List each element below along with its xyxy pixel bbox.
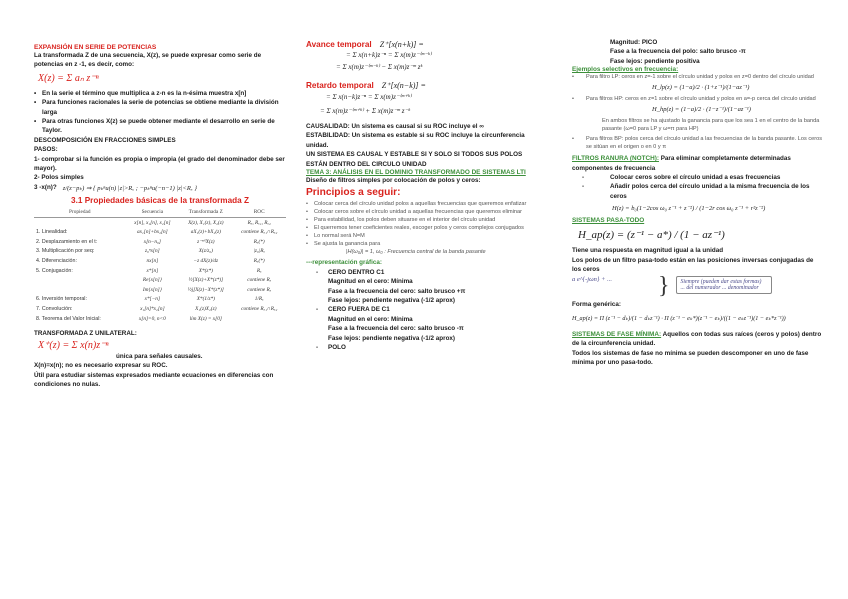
heading-graphic: ---representación gráfica: xyxy=(306,259,382,267)
heading-unilateral: TRANSFORMADA Z UNILATERAL: xyxy=(34,330,137,338)
table-cell-seq: Im{x[n]} xyxy=(142,286,162,293)
equation-advance-3: = Σ x(m)z⁻⁽ᵐ⁻ᵏ⁾ − Σ x(m)z⁻ᵐ zᵏ xyxy=(336,63,423,71)
principle-2: • Colocar ceros sobre el círculo unidad a aquellas frecuencias que queremos eliminar xyxy=(306,208,542,216)
table-row xyxy=(34,256,286,266)
bullet-term: • En la serie el término que multiplica a z-n es la n-ésima muestra x[n] xyxy=(34,89,286,98)
table-cell-roc: |z₀|Rₓ xyxy=(253,248,265,255)
brace-icon: } xyxy=(658,273,670,300)
column-left xyxy=(34,44,286,389)
table-cell-seq: nx[n] xyxy=(146,258,159,265)
equation-advance-1: Z⁺[x(n+k)] = xyxy=(379,40,424,49)
table-cell-seq: x[n], x₁[n], x₂[n] xyxy=(134,219,171,226)
table-row xyxy=(34,247,286,257)
allpass-text-1: Tiene una respuesta en magnitud igual a la unidad xyxy=(572,247,724,255)
example-hp: • Para filtros HP: ceros en z=1 sobre el círculo unidad y polos en a=-p cerca del círculo unidad xyxy=(572,95,822,103)
table-row xyxy=(34,266,286,276)
equation-delay-3: = Σ x(m)z⁻⁽ᵐ⁺ᵏ⁾ + Σ x(m)z⁻ᵐ z⁻ᵏ xyxy=(320,107,411,115)
equation-delay-1: Z⁺[x(n−k)] = xyxy=(381,81,426,90)
causality-text: CAUSALIDAD: Un sistema es causal si su ROC incluye el ∞ xyxy=(306,123,484,130)
table-title: 3.1 Propiedades básicas de la transformada Z xyxy=(71,196,249,206)
zero-outside-far: Fase lejos: pendiente negativa (-1/2 aprox) xyxy=(328,334,456,342)
table-cell-tz: X*(z*) xyxy=(198,267,213,274)
table-row xyxy=(34,285,286,295)
table-cell-tz: lím X(z) = x[0] xyxy=(189,315,222,322)
equation-generic: H_ap(z) = Π (z⁻¹ − dₖ)/(1 − dₖz⁻¹) · Π (z⁻¹ − eₖ*)(z⁻¹ − eₖ)/((1 − eₖz⁻¹)(1 − eₖ*z⁻¹)) xyxy=(572,314,786,322)
principle-5: • Lo normal será N=M xyxy=(306,232,542,240)
equation-hp: H_hp(z) = (1−a)/2 · (1−z⁻¹)/(1−az⁻¹) xyxy=(652,106,751,114)
table-cell-roc: Rₓ(*) xyxy=(253,258,265,265)
causal-stable-text: UN SISTEMA ES CAUSAL Y ESTABLE SI Y SOLO SI TODOS SUS POLOS ESTÁN DENTRO DEL CIRCULO UNIDAD xyxy=(306,151,523,168)
equation-allpass: H_ap(z) = (z⁻¹ − a*) / (1 − az⁻¹) xyxy=(578,229,725,242)
column-middle xyxy=(306,40,542,353)
handwritten-equation: a e^{-jωn} + ... xyxy=(572,276,613,284)
table-cell-roc: contiene Rₓ₁∩Rₓ₂ xyxy=(241,229,278,236)
table-row xyxy=(34,237,286,247)
step-3: 3 -x(n)? xyxy=(34,183,57,191)
table-cell-name: 1. Linealidad: xyxy=(36,229,68,236)
table-cell-tz: ½j[X(z)−X*(z*)] xyxy=(187,286,224,293)
table-row xyxy=(34,304,286,314)
equation-fraction-pair: z/(z−pₖ) ⇒ { pₖⁿu(n) |z|>Rₓ ; −pₖⁿu(−n−1) |z|<Rₓ } xyxy=(62,184,197,192)
zero-outside-title: - CERO FUERA DE C1 xyxy=(306,305,542,314)
table-cell-tz: aX₁(z)+bX₂(z) xyxy=(190,229,221,236)
table-cell-tz: z⁻ⁿ⁰X(z) xyxy=(197,238,215,245)
heading-expansion: EXPANSIÓN EN SERIE DE POTENCIAS xyxy=(34,44,157,51)
stability-text: ESTABILIDAD: Un sistema es estable si su ROC incluye la circunferencia unidad. xyxy=(306,132,525,149)
table-header-cell: Transformada Z xyxy=(179,207,232,217)
table-cell-seq: z₀ⁿx[n] xyxy=(145,248,160,255)
unilateral-note-1: única para señales causales. xyxy=(116,352,203,360)
bullet-taylor: • Para otras funciones X(z) se puede obtener mediante el desarrollo en serie de Taylor. xyxy=(34,117,286,136)
table-cell-seq: ax₁[n]+bx₂[n] xyxy=(136,229,168,236)
table-cell-tz: X₁(z)X₂(z) xyxy=(195,306,217,313)
equation-advance-2: = Σ x(n+k)z⁻ⁿ = Σ x(m)z⁻⁽ᵐ⁻ᵏ⁾ xyxy=(346,51,432,59)
table-cell-name: 6. Inversión temporal: xyxy=(36,296,87,303)
table-cell-seq: x*[n] xyxy=(146,267,159,274)
notch-step-1: - Colocar ceros sobre el círculo unidad a esas frecuencias xyxy=(572,173,822,182)
pole-mag: Magnitud: PICO xyxy=(610,39,658,46)
table-header-cell: Propiedad xyxy=(34,207,126,217)
step-1: 1- comprobar si la función es propia o impropia (el grado del denominador debe ser mayor). xyxy=(34,155,285,173)
table-cell-tz: X*(1/z*) xyxy=(196,296,215,303)
step-2: 2- Polos simples xyxy=(34,174,84,182)
table-row xyxy=(34,295,286,305)
table-cell-name: 8. Teorema del Valor Inicial: xyxy=(36,315,101,322)
unilateral-note-3: Útil para estudiar sistemas expresados mediante ecuaciones en diferencias con condiciones no nulas. xyxy=(34,371,274,389)
paragraph-expansion: La transformada Z de una secuencia, X(z), se puede expresar como serie de potencias en z -1, es decir, como: xyxy=(34,52,262,69)
heading-tema3: TEMA 3: ANÁLISIS EN EL DOMINIO TRANSFORMADO DE SISTEMAS LTI xyxy=(306,169,526,177)
example-bp: • Para filtros BP: polos cerca del círculo unidad a las frecuencias de la banda pasante. Los ceros se sitúan en el origen o en 0 y π xyxy=(572,135,822,151)
principle-6: • Se ajusta la ganancia para xyxy=(306,240,542,248)
table-row xyxy=(34,217,286,227)
table-cell-seq: x[n−n₀] xyxy=(143,238,161,245)
principle-4: • El querremos tener coeficientes reales, escoger polos y ceros complejos conjugados xyxy=(306,224,542,232)
table-cell-name: 3. Multiplicación por seq: xyxy=(36,248,95,255)
properties-table-body xyxy=(34,217,286,323)
heading-avance: Avance temporal xyxy=(306,40,372,49)
table-cell-roc: Rₓ xyxy=(256,267,262,274)
table-cell-name: 4. Diferenciación: xyxy=(36,258,77,265)
column-right xyxy=(572,38,822,368)
table-cell-name: 7. Convolución: xyxy=(36,306,73,313)
table-cell-seq: x*[−n] xyxy=(144,296,161,303)
zero-outside-phase: Fase a la frecuencia del cero: salto brusco -π xyxy=(328,325,464,333)
table-cell-tz: ½[X(z)+X*(z*)] xyxy=(188,277,224,284)
table-cell-roc: Rₓ, Rₓ₁, Rₓ₂ xyxy=(247,219,271,226)
min-phase-text: Aquellos con todas sus raíces (ceros y polos) dentro de la circunferencia unidad. xyxy=(572,330,822,348)
table-cell-seq: x[n]=0, n<0 xyxy=(138,315,166,322)
table-header-cell: ROC xyxy=(232,207,286,217)
heading-allpass: SISTEMAS PASA-TODO xyxy=(572,217,645,225)
zero-inside-far: Fase lejos: pendiente negativa (-1/2 aprox) xyxy=(328,297,456,305)
table-cell-roc: Rₓ(*) xyxy=(253,238,265,245)
properties-table xyxy=(34,207,286,323)
table-cell-seq: x₁[n]*x₂[n] xyxy=(140,306,165,313)
filter-design-text: Diseño de filtros simples por colocación de polos y ceros: xyxy=(306,177,481,185)
handwritten-note: Siempre (pueden dar estas formas) ... del numerador ... denominador xyxy=(676,276,772,294)
equation-unilateral: X⁺(z) = Σ x(n)z⁻ⁿ xyxy=(38,339,109,351)
heading-retardo: Retardo temporal xyxy=(306,81,374,90)
table-cell-name xyxy=(34,285,126,295)
heading-principles: Principios a seguir: xyxy=(306,187,401,199)
zero-inside-mag: Magnitud en el cero: Mínima xyxy=(328,278,413,286)
heading-min-phase: SISTEMAS DE FASE MÍNIMA: xyxy=(572,330,662,338)
table-cell-tz: −z dX(z)/dz xyxy=(193,258,219,265)
table-header-cell: Secuencia xyxy=(126,207,180,217)
bullet-rational: • Para funciones racionales la serie de potencias se obtiene mediante la división larga xyxy=(34,98,286,117)
allpass-text-2: Los polos de un filtro pasa-todo están en las posiciones inversas conjugadas de los ceros xyxy=(572,256,814,274)
notch-text: Para eliminar completamente determinadas componentes de frecuencia xyxy=(572,155,791,172)
table-row xyxy=(34,275,286,285)
table-cell-tz: X(z), X₁(z), X₂(z) xyxy=(188,219,224,226)
heading-examples: Ejemplos selectivos en frecuencia: xyxy=(572,66,679,74)
pole-title: - POLO xyxy=(306,343,542,352)
table-cell-tz: X(z/z₀) xyxy=(198,248,213,255)
pole-phase: Fase a la frecuencia del polo: salto brusco -π xyxy=(610,48,746,56)
table-cell-roc: contiene Rₓ xyxy=(247,286,272,293)
principle-6-equation: |H(ω₀)| = 1, ω₀ : Frecuencia central de la banda pasante xyxy=(346,249,486,256)
table-cell-roc xyxy=(232,314,286,324)
equation-power-series: X(z) = Σ aₙ z⁻ⁿ xyxy=(38,72,99,84)
principle-1: • Colocar cerca del círculo unidad polos a aquellas frecuencias que queremos enfatizar xyxy=(306,200,542,208)
unilateral-note-2: X(n)=x(n); no es necesario expresar su ROC. xyxy=(34,362,168,370)
label-pasos: PASOS: xyxy=(34,146,58,154)
table-cell-roc: contiene Rₓ xyxy=(247,277,272,284)
equation-lp: H_lp(z) = (1−a)/2 · (1+z⁻¹)/(1−az⁻¹) xyxy=(652,84,750,92)
table-row xyxy=(34,227,286,237)
table-cell-name xyxy=(34,217,126,227)
zero-inside-phase: Fase a la frecuencia del cero: salto brusco +π xyxy=(328,287,466,295)
heading-notch: FILTROS RANURA (NOTCH): xyxy=(572,155,659,163)
notch-step-2: - Añadir polos cerca del círculo unidad a la misma frecuencia de los ceros xyxy=(572,182,822,201)
zero-outside-mag: Magnitud en el cero: Mínima xyxy=(328,315,413,323)
heading-partial-fractions: DESCOMPOSICIÓN EN FRACCIONES SIMPLES xyxy=(34,136,176,144)
equation-notch: H(z) = b₀(1−2cos ω₀ z⁻¹ + z⁻²) / (1−2r cos ω₀ z⁻¹ + r²z⁻²) xyxy=(612,205,766,213)
zero-inside-title: - CERO DENTRO C1 xyxy=(306,268,542,277)
table-cell-seq: Re{x[n]} xyxy=(142,277,162,284)
table-cell-roc: 1/Rₓ xyxy=(254,296,264,303)
min-phase-text-2: Todos los sistemas de fase no mínima se pueden descomponer en uno de fase mínima por uno pasa-todo. xyxy=(572,349,809,367)
pole-far: Fase lejos: pendiente positiva xyxy=(610,57,700,65)
example-lp: • Para filtro LP: ceros en z=-1 sobre el círculo unidad y polos en z=0 dentro del círculo unidad xyxy=(572,73,822,81)
table-cell-name xyxy=(34,275,126,285)
principle-3: • Para estabilidad, los polos deben situarse en el interior del círculo unidad xyxy=(306,216,542,224)
table-row xyxy=(34,314,286,324)
gain-note: En ambos filtros se ha ajustado la ganancia para que los sea 1 en el centro de la banda pasante (ω=0 para LP y ω=π para HP) xyxy=(602,118,820,133)
generic-form-label: Forma genérica: xyxy=(572,301,621,309)
table-cell-name: 2. Desplazamiento en el t: xyxy=(36,238,98,245)
table-cell-roc: contiene Rₓ₁∩Rₓ₂ xyxy=(241,306,278,313)
equation-delay-2: = Σ x(n−k)z⁻ⁿ = Σ x(m)z⁻⁽ᵐ⁺ᵏ⁾ xyxy=(326,93,412,101)
table-cell-name: 5. Conjugación: xyxy=(36,267,73,274)
